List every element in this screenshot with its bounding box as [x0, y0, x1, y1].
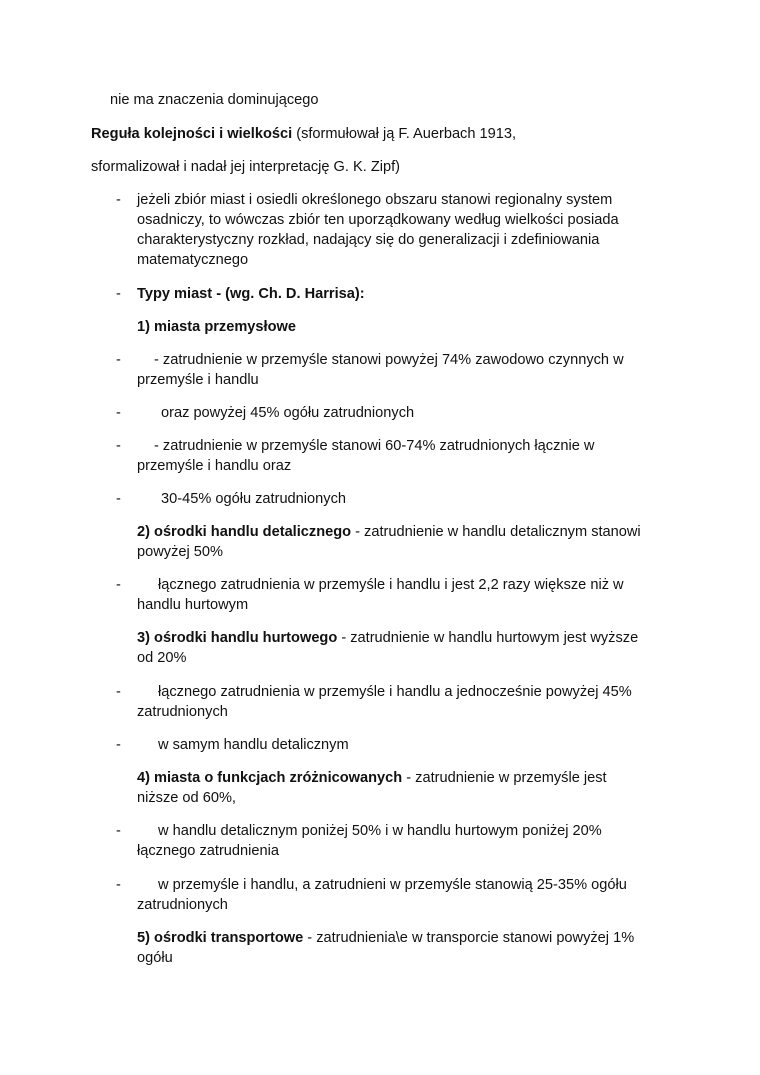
section-5-paragraph [137, 928, 634, 948]
s3-item-2-line-1: w samym handlu detalicznym [158, 737, 349, 753]
s4-item-1-line-2: łącznego zatrudnienia [137, 843, 279, 859]
section-2-heading: 2) ośrodki handlu detalicznego [137, 524, 352, 540]
rule-attribution: (sformułował ją F. Auerbach 1913, [292, 126, 517, 142]
bullet-dash: - [116, 286, 121, 302]
bullet-dash: - [116, 438, 121, 454]
s1-item-1-line-2: przemyśle i handlu [137, 372, 259, 388]
bullet-1-line-4: matematycznego [137, 252, 249, 268]
s1-item-2-line-1: oraz powyżej 45% ogółu zatrudnionych [161, 405, 415, 421]
s1-item-3-line-2: przemyśle i handlu oraz [137, 458, 292, 474]
section-4-heading: 4) miasta o funkcjach zróżnicowanych [137, 770, 403, 786]
section-5-line-2: ogółu [137, 950, 173, 966]
s2-item-1-line-2: handlu hurtowym [137, 597, 249, 613]
s1-item-1-line-1: - zatrudnienie w przemyśle stanowi powyżej 74% zawodowo czynnych w [154, 352, 624, 368]
section-3-heading: 3) ośrodki handlu hurtowego [137, 630, 338, 646]
types-title: Typy miast - (wg. Ch. D. Harrisa): [137, 286, 365, 302]
s1-item-3-line-1: - zatrudnienie w przemyśle stanowi 60-74% zatrudnionych łącznie w [154, 438, 595, 454]
s4-item-1-line-1: w handlu detalicznym poniżej 50% i w handlu hurtowym poniżej 20% [158, 823, 602, 839]
s2-item-1-line-1: łącznego zatrudnienia w przemyśle i handlu i jest 2,2 razy większe niż w [158, 577, 624, 593]
s1-item-4-line-1: 30-45% ogółu zatrudnionych [161, 491, 346, 507]
bullet-dash: - [116, 192, 121, 208]
s3-item-1-line-1: łącznego zatrudnienia w przemyśle i handlu a jednocześnie powyżej 45% [158, 684, 632, 700]
bullet-dash: - [116, 577, 121, 593]
s4-item-2-line-2: zatrudnionych [137, 897, 228, 913]
bullet-dash: - [116, 684, 121, 700]
section-2-line-2: powyżej 50% [137, 544, 223, 560]
section-3-line-2: od 20% [137, 650, 187, 666]
bullet-dash: - [116, 877, 121, 893]
rule-title: Reguła kolejności i wielkości [91, 126, 293, 142]
section-4-text: - zatrudnienie w przemyśle jest [402, 770, 607, 786]
s4-item-2-line-1: w przemyśle i handlu, a zatrudnieni w przemyśle stanowią 25-35% ogółu [158, 877, 627, 893]
section-2-text: - zatrudnienie w handlu detalicznym stanowi [351, 524, 641, 540]
bullet-dash: - [116, 823, 121, 839]
section-3-text: - zatrudnienie w handlu hurtowym jest wyższe [337, 630, 639, 646]
section-2-paragraph [137, 522, 641, 542]
section-4-paragraph [137, 768, 607, 788]
bullet-dash: - [116, 405, 121, 421]
bullet-dash: - [116, 737, 121, 753]
section-3-paragraph [137, 628, 638, 648]
bullet-dash: - [116, 352, 121, 368]
intro-line: nie ma znaczenia dominującego [110, 92, 319, 108]
rule-attribution-line2: sformalizował i nadał jej interpretację G. K. Zipf) [91, 159, 401, 175]
section-1-heading: 1) miasta przemysłowe [137, 319, 296, 335]
bullet-1-line-3: charakterystyczny rozkład, nadający się do generalizacji i zdefiniowania [137, 232, 600, 248]
bullet-1-line-1: jeżeli zbiór miast i osiedli określonego obszaru stanowi regionalny system [137, 192, 613, 208]
bullet-dash: - [116, 491, 121, 507]
section-5-text: - zatrudnienia\e w transporcie stanowi powyżej 1% [303, 930, 635, 946]
section-4-line-2: niższe od 60%, [137, 790, 236, 806]
bullet-1-line-2: osadniczy, to wówczas zbiór ten uporządkowany według wielkości posiada [137, 212, 619, 228]
rule-paragraph [91, 124, 516, 144]
section-5-heading: 5) ośrodki transportowe [137, 930, 304, 946]
s3-item-1-line-2: zatrudnionych [137, 704, 228, 720]
